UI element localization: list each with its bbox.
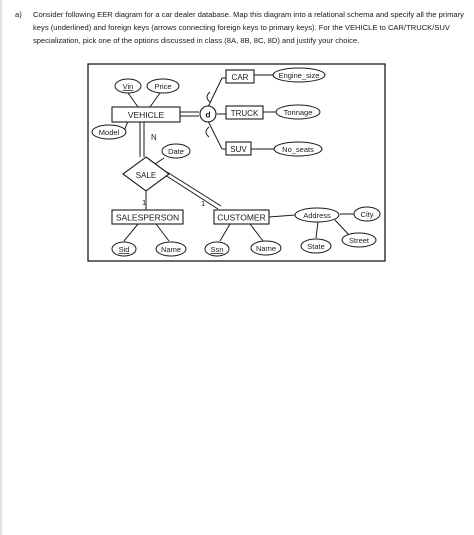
attribute-price — [147, 79, 179, 93]
entity-salesperson-label: SALESPERSON — [115, 212, 180, 223]
attribute-vin-label: Vin — [122, 82, 134, 91]
attribute-address-label: Address — [303, 211, 331, 220]
specialization-label: d — [205, 109, 211, 120]
attribute-customer-name — [251, 241, 281, 255]
attribute-city — [354, 207, 380, 221]
attribute-no-seats — [274, 142, 322, 156]
attribute-city-label: City — [360, 210, 374, 219]
entity-truck — [226, 106, 263, 119]
attribute-salesperson-name — [156, 242, 186, 256]
attribute-customer-name-label: Name — [255, 244, 277, 253]
attribute-engine-size-label: Engine_size — [278, 71, 320, 80]
attribute-address — [295, 208, 339, 222]
attribute-tonnage — [276, 105, 320, 119]
entity-suv — [226, 142, 251, 155]
attribute-model — [92, 125, 126, 139]
attribute-street — [342, 233, 376, 247]
attribute-sid-label: Sid — [118, 245, 130, 254]
relationship-sale-label: SALE — [135, 171, 157, 180]
diagram-frame — [88, 64, 385, 261]
question-text: Consider following EER diagram for a car dealer database. Map this diagram into a relational schema and specify all the primary keys (underlined) and foreign keys (arrows connecting foreign keys to primary keys). For the VEHICLE to CAR/TRUCK/SUV specialization, pick one of the options discussed in class (8A, 8B, 8C, 8D) and justify your choice. — [33, 10, 464, 45]
entity-suv-label: SUV — [230, 145, 247, 154]
entity-salesperson — [112, 210, 183, 224]
specialization-circle — [200, 106, 216, 122]
attribute-date-label: Date — [168, 147, 184, 156]
entity-customer — [214, 210, 269, 224]
entity-vehicle — [112, 107, 180, 122]
attribute-tonnage-label: Tonnage — [283, 108, 313, 117]
attribute-sid — [112, 242, 136, 256]
attribute-engine-size — [273, 68, 325, 82]
attribute-state-label: State — [307, 242, 325, 251]
attribute-vin — [115, 79, 141, 93]
attribute-ssn-label: Ssn — [210, 245, 224, 254]
cardinality-customer: 1 — [201, 199, 206, 208]
relationship-sale — [123, 157, 169, 191]
attribute-salesperson-name-label: Name — [160, 245, 182, 254]
entity-car-label: CAR — [231, 73, 249, 82]
entity-customer-label: CUSTOMER — [217, 212, 266, 223]
attribute-model-label: Model — [98, 128, 120, 137]
cardinality-vehicle: N — [151, 133, 157, 142]
attribute-no-seats-label: No_seats — [282, 145, 314, 154]
attribute-date — [162, 144, 190, 158]
attribute-ssn — [205, 242, 229, 256]
cardinality-salesperson: 1 — [142, 198, 147, 207]
question-marker: a) — [15, 10, 22, 19]
entity-truck-label: TRUCK — [230, 109, 259, 118]
attribute-state — [301, 239, 331, 253]
entity-car — [226, 70, 254, 83]
attribute-price-label: Price — [154, 82, 172, 91]
entity-vehicle-label: VEHICLE — [127, 110, 165, 120]
attribute-street-label: Street — [348, 236, 370, 245]
